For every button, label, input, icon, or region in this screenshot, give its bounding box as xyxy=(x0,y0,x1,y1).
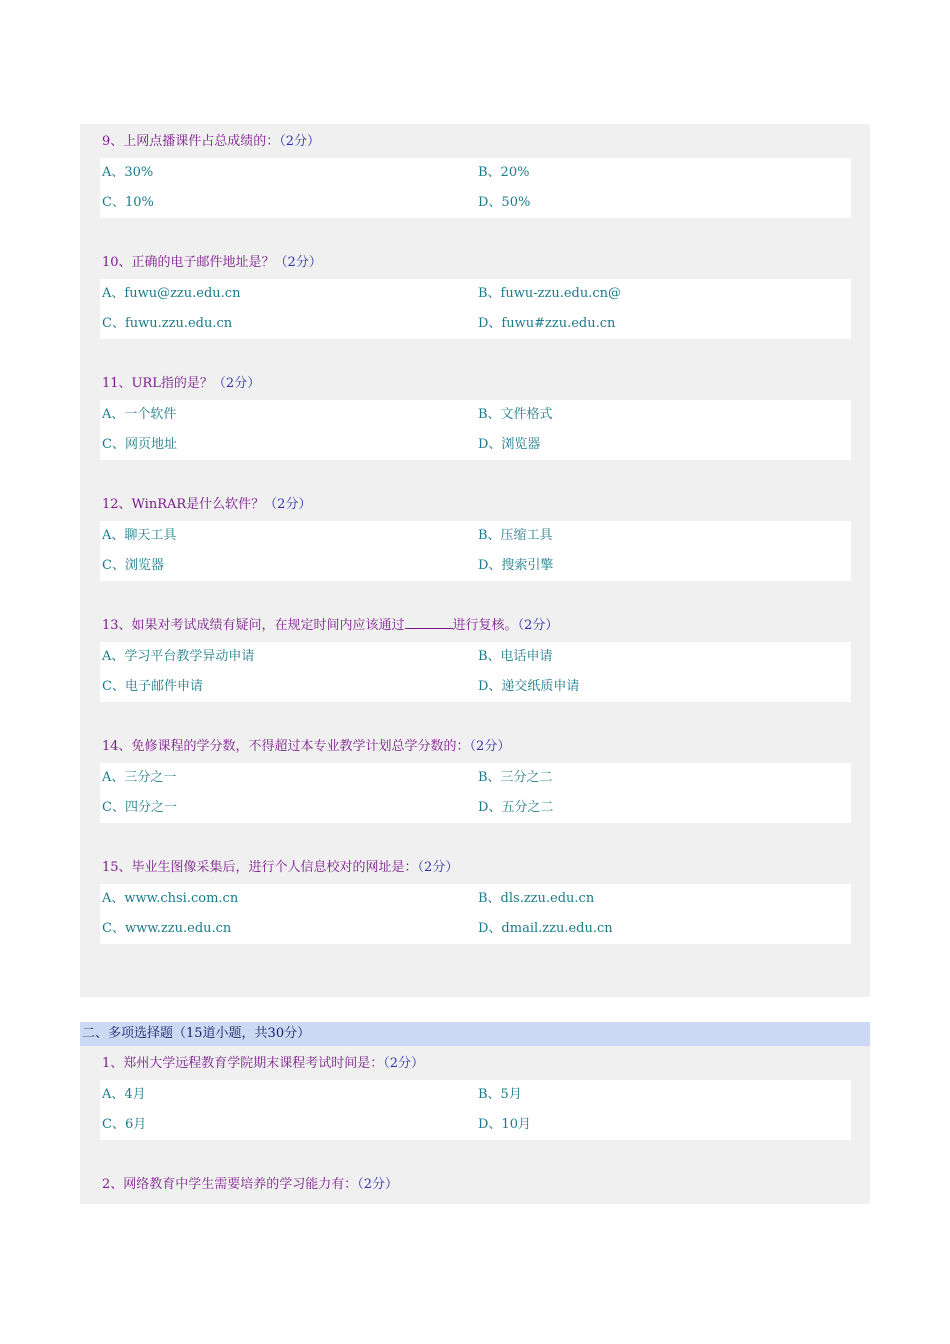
question-score: （2分） xyxy=(279,134,321,149)
question-10 xyxy=(100,245,851,339)
question-title xyxy=(100,245,851,279)
question-score: （2分） xyxy=(212,376,261,391)
question-title xyxy=(100,608,851,642)
question-score: （2分） xyxy=(417,860,459,875)
question-title xyxy=(100,729,851,763)
option-c[interactable]: C、6月 xyxy=(102,1117,147,1132)
option-b[interactable]: B、fuwu-zzu.edu.cn@ xyxy=(478,286,622,301)
section-header-multiple-choice: 二、多项选择题（15道小题，共30分） xyxy=(80,1022,870,1046)
question-text: 13、如果对考试成绩有疑问，在规定时间内应该通过 xyxy=(102,618,405,633)
question-9 xyxy=(100,124,851,218)
option-d[interactable]: D、fuwu#zzu.edu.cn xyxy=(478,316,616,331)
question-12 xyxy=(100,487,851,581)
question-score: （2分） xyxy=(517,618,559,633)
question-13 xyxy=(100,608,851,702)
options-box xyxy=(100,521,851,581)
question-score: （2分） xyxy=(274,255,322,270)
question-score: （2分） xyxy=(264,497,312,512)
question-11 xyxy=(100,366,851,460)
question-text: 12、WinRAR是什么软件？ xyxy=(102,497,265,512)
option-b[interactable]: B、文件格式 xyxy=(478,407,553,422)
question-text: 2、网络教育中学生需要培养的学习能力有： xyxy=(102,1177,358,1192)
option-a[interactable]: A、30% xyxy=(102,165,154,180)
question-title xyxy=(100,366,851,400)
options-box xyxy=(100,158,851,218)
question-title xyxy=(100,124,851,158)
single-choice-panel xyxy=(80,124,870,997)
fill-blank-line xyxy=(405,618,453,629)
option-c[interactable]: C、电子邮件申请 xyxy=(102,679,203,694)
option-c[interactable]: C、10% xyxy=(102,195,154,210)
option-c[interactable]: C、www.zzu.edu.cn xyxy=(102,921,232,936)
option-a[interactable]: A、学习平台教学异动申请 xyxy=(102,649,255,664)
question-text: 9、上网点播课件占总成绩的： xyxy=(102,134,280,149)
option-d[interactable]: D、10月 xyxy=(478,1117,531,1132)
option-a[interactable]: A、一个软件 xyxy=(102,407,177,422)
option-b[interactable]: B、dls.zzu.edu.cn xyxy=(478,891,595,906)
option-d[interactable]: D、搜索引擎 xyxy=(478,558,554,573)
option-d[interactable]: D、dmail.zzu.edu.cn xyxy=(478,921,613,936)
question-mc-2 xyxy=(100,1167,851,1201)
option-c[interactable]: C、fuwu.zzu.edu.cn xyxy=(102,316,233,331)
options-box xyxy=(100,1080,851,1140)
option-a[interactable]: A、www.chsi.com.cn xyxy=(102,891,239,906)
question-text: 11、URL指的是？ xyxy=(102,376,213,391)
options-box xyxy=(100,400,851,460)
question-score: （2分） xyxy=(469,739,511,754)
options-box xyxy=(100,763,851,823)
option-b[interactable]: B、压缩工具 xyxy=(478,528,553,543)
multiple-choice-panel xyxy=(80,1046,870,1204)
option-d[interactable]: D、递交纸质申请 xyxy=(478,679,580,694)
question-14 xyxy=(100,729,851,823)
question-title xyxy=(100,850,851,884)
option-b[interactable]: B、5月 xyxy=(478,1087,522,1102)
option-b[interactable]: B、20% xyxy=(478,165,530,180)
option-d[interactable]: D、五分之二 xyxy=(478,800,554,815)
question-text-end: 进行复核。 xyxy=(452,618,518,633)
question-score: （2分） xyxy=(357,1177,399,1192)
question-text: 1、郑州大学远程教育学院期末课程考试时间是： xyxy=(102,1056,384,1071)
question-text: 15、毕业生图像采集后，进行个人信息校对的网址是： xyxy=(102,860,418,875)
options-box xyxy=(100,642,851,702)
option-d[interactable]: D、50% xyxy=(478,195,531,210)
option-c[interactable]: C、网页地址 xyxy=(102,437,177,452)
question-score: （2分） xyxy=(383,1056,425,1071)
question-title xyxy=(100,1167,851,1201)
option-b[interactable]: B、三分之二 xyxy=(478,770,553,785)
question-title xyxy=(100,487,851,521)
option-a[interactable]: A、聊天工具 xyxy=(102,528,177,543)
option-b[interactable]: B、电话申请 xyxy=(478,649,553,664)
question-text: 14、免修课程的学分数，不得超过本专业教学计划总学分数的： xyxy=(102,739,470,754)
option-d[interactable]: D、浏览器 xyxy=(478,437,541,452)
options-box xyxy=(100,884,851,944)
option-a[interactable]: A、4月 xyxy=(102,1087,146,1102)
option-c[interactable]: C、浏览器 xyxy=(102,558,164,573)
question-15 xyxy=(100,850,851,944)
question-mc-1 xyxy=(100,1046,851,1140)
question-text: 10、正确的电子邮件地址是？ xyxy=(102,255,275,270)
question-title xyxy=(100,1046,851,1080)
option-a[interactable]: A、fuwu@zzu.edu.cn xyxy=(102,286,241,301)
option-c[interactable]: C、四分之一 xyxy=(102,800,177,815)
option-a[interactable]: A、三分之一 xyxy=(102,770,177,785)
options-box xyxy=(100,279,851,339)
